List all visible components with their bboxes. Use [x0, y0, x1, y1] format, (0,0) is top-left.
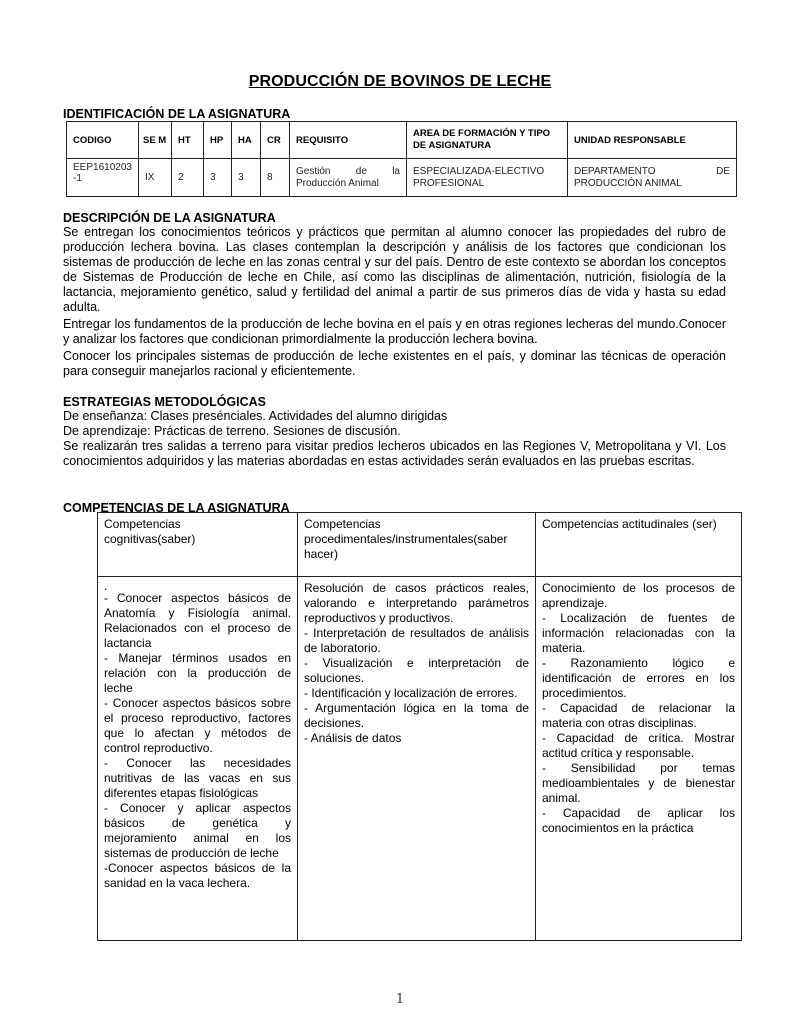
cell-requisito: Gestión de la Producción Animal — [290, 159, 407, 197]
list-item: Resolución de casos prácticos reales, valorando e interpretando parámetros reproductivos y productivos. — [304, 581, 529, 625]
identificacion-heading: IDENTIFICACIÓN DE LA ASIGNATURA — [63, 107, 291, 121]
cell-procedimentales — [298, 577, 536, 941]
list-item: - Sensibilidad por temas medioambientales y de bienestar animal. — [542, 761, 735, 805]
list-item: - Interpretación de resultados de análisis de laboratorio. — [304, 626, 529, 655]
list-item: - Análisis de datos — [304, 731, 402, 745]
list-item: - Conocer las necesidades nutritivas de las vacas en sus diferentes etapas fisiológicas — [104, 756, 291, 800]
estrategias-paragraph: Se realizarán tres salidas a terreno para visitar predios lecheros ubicados en las Regiones V, Metropolitana y VI. Los conocimientos adquiridos y las materias abordadas en estas actividades serán evaluados en las pruebas escritas. — [63, 439, 726, 468]
header-sem: SE M — [139, 122, 172, 159]
list-item: - Argumentación lógica en la toma de decisiones. — [304, 701, 529, 730]
list-item: -Conocer aspectos básicos de la sanidad en la vaca lechera. — [104, 861, 291, 890]
header-ha: HA — [232, 122, 261, 159]
cell-ht: 2 — [172, 159, 204, 197]
list-item: - Capacidad de aplicar los conocimientos en la práctica — [542, 806, 735, 835]
header-requisito: REQUISITO — [290, 122, 407, 159]
list-item: - Conocer aspectos básicos de Anatomía y Fisiología animal. Relacionados con el proceso de lactancia — [104, 591, 291, 650]
cell-hp: 3 — [204, 159, 232, 197]
header-procedimentales: Competencias procedimentales/instrumentales(saber hacer) — [298, 513, 536, 577]
cell-ha: 3 — [232, 159, 261, 197]
list-item: . — [104, 579, 108, 593]
list-item: - Visualización e interpretación de soluciones. — [304, 656, 529, 685]
competencias-content-row — [98, 577, 742, 941]
header-unidad: UNIDAD RESPONSABLE — [568, 122, 737, 159]
list-item: - Razonamiento lógico e identificación de errores en los procedimientos. — [542, 656, 735, 700]
competencias-heading: COMPETENCIAS DE LA ASIGNATURA — [63, 501, 290, 515]
descripcion-paragraph: Se entregan los conocimientos teóricos y prácticos que permitan al alumno conocer las propiedades del rubro de producción lechera bovina. Las clases contemplan la descripción y análisis de los factores que condicionan los sistemas de producción de leche en las zonas central y sur del país. Dentro de este contexto se abordan los conceptos de Sistemas de Producción de leche en Chile, así como las disciplinas de alimentación, nutrición, fisiología de la lactancia, mejoramiento genético, salud y fertilidad del animal a partir de sus primeros días de vida y hasta su edad adulta. — [63, 225, 726, 314]
list-item: - Conocer aspectos básicos sobre el proceso reproductivo, factores que lo afectan y métodos de control reproductivo. — [104, 696, 291, 755]
header-codigo: CODIGO — [67, 122, 139, 159]
list-item: - Conocer y aplicar aspectos básicos de genética y mejoramiento animal en los sistemas de producción de leche — [104, 801, 291, 860]
competencias-header-row — [98, 513, 742, 577]
header-area: AREA DE FORMACIÓN Y TIPO DE ASIGNATURA — [407, 122, 568, 159]
estrategias-line: De aprendizaje: Prácticas de terreno. Sesiones de discusión. — [63, 424, 401, 438]
estrategias-line: De enseñanza: Clases presénciales. Actividades del alumno dirigidas — [63, 409, 448, 423]
cell-sem: IX — [139, 159, 172, 197]
cell-cognitivas — [98, 577, 298, 941]
list-item: - Capacidad de crítica. Mostrar actitud crítica y responsable. — [542, 731, 735, 760]
cell-unidad: DEPARTAMENTO DE PRODUCCIÓN ANIMAL — [568, 159, 737, 197]
header-cr: CR — [261, 122, 290, 159]
cell-area: ESPECIALIZADA-ELECTIVO PROFESIONAL — [407, 159, 568, 197]
header-actitudinales: Competencias actitudinales (ser) — [536, 513, 742, 577]
cell-codigo: EEP1610203-1 — [67, 159, 139, 197]
header-ht: HT — [172, 122, 204, 159]
cell-actitudinales — [536, 577, 742, 941]
descripcion-body — [63, 225, 726, 379]
descripcion-heading: DESCRIPCIÓN DE LA ASIGNATURA — [63, 211, 276, 225]
estrategias-body — [63, 409, 726, 469]
page-number: 1 — [395, 992, 405, 1007]
competencias-table — [97, 512, 742, 941]
descripcion-paragraph: Entregar los fundamentos de la producción de leche bovina en el país y en otras regiones lecheras del mundo.Conocer y analizar los factores que condicionan primordialmente la producción lechera bovina. — [63, 317, 726, 346]
descripcion-paragraph: Conocer los principales sistemas de producción de leche existentes en el país, y dominar las técnicas de operación para conseguir manejarlos racional y eficientemente. — [63, 349, 726, 378]
identificacion-header-row — [67, 122, 737, 159]
header-cognitivas: Competencias cognitivas(saber) — [98, 513, 298, 577]
list-item: Conocimiento de los procesos de aprendizaje. — [542, 581, 735, 610]
list-item: - Capacidad de relacionar la materia con otras disciplinas. — [542, 701, 735, 730]
estrategias-heading: ESTRATEGIAS METODOLÓGICAS — [63, 395, 267, 409]
list-item: - Manejar términos usados en relación con la producción de leche — [104, 651, 291, 695]
identificacion-table — [66, 121, 737, 197]
page-title: PRODUCCIÓN DE BOVINOS DE LECHE — [248, 73, 552, 90]
identificacion-data-row — [67, 159, 737, 197]
list-item: - Identificación y localización de errores. — [304, 686, 518, 700]
list-item: - Localización de fuentes de información relacionadas con la materia. — [542, 611, 735, 655]
header-hp: HP — [204, 122, 232, 159]
cell-cr: 8 — [261, 159, 290, 197]
